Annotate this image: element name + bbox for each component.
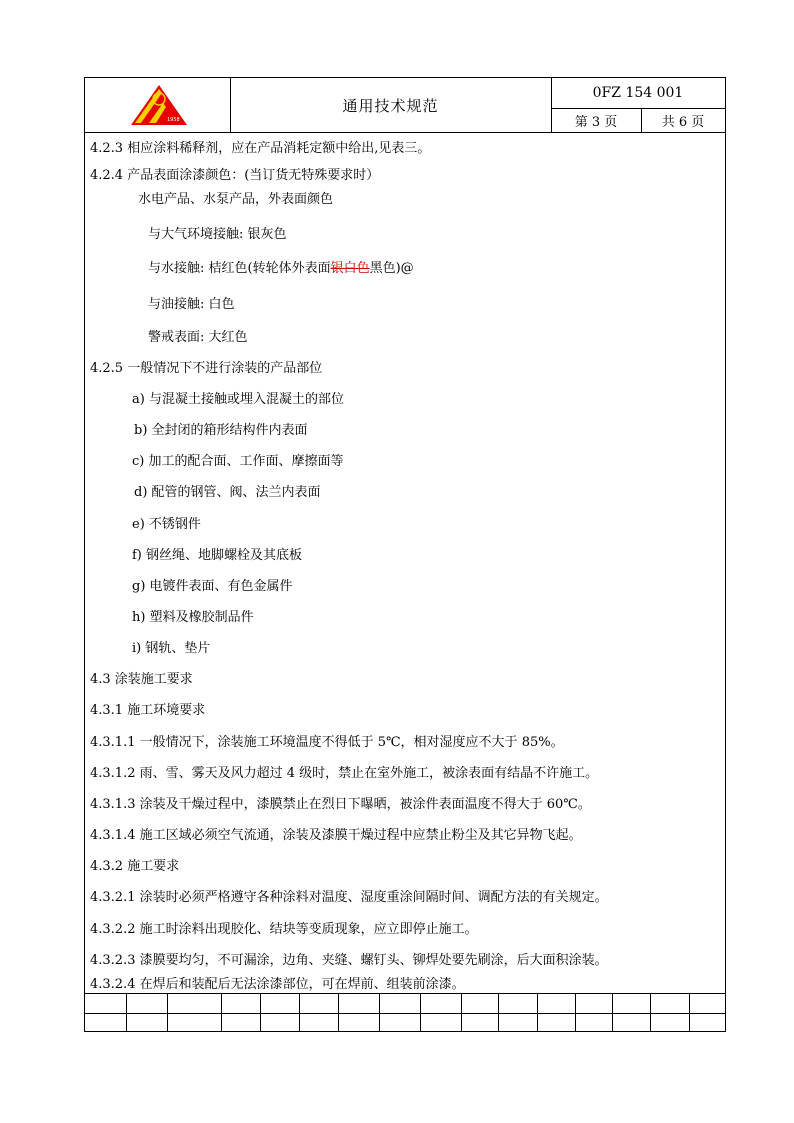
table-divider [338, 994, 339, 1032]
table-divider [260, 994, 261, 1032]
section-4-3: 4.3 涂装施工要求 [90, 672, 193, 687]
document-frame [84, 77, 726, 1032]
table-divider [650, 994, 651, 1032]
revision-row [85, 1013, 725, 1032]
section-4-3-1-4: 4.3.1.4 施工区域必须空气流通，涂装及漆膜干燥过程中应禁止粉尘及其它异物飞起。 [90, 828, 582, 843]
section-4-3-2-4: 4.3.2.4 在焊后和装配后无法涂漆部位，可在焊前、组装前涂漆。 [90, 977, 465, 992]
revision-table [85, 993, 725, 1032]
table-divider [126, 994, 127, 1032]
list-item-h: h) 塑料及橡胶制品件 [132, 610, 254, 625]
table-divider [575, 994, 576, 1032]
section-4-3-2-3: 4.3.2.3 漆膜要均匀，不可漏涂，边角、夹缝、螺钉头、铆焊处要先刷涂，后大面积涂装。 [90, 953, 608, 968]
table-divider [612, 994, 613, 1032]
paint-color-intro: 水电产品、水泵产品，外表面颜色 [138, 192, 334, 207]
list-item-c: c) 加工的配合面、工作面、摩擦面等 [132, 454, 344, 469]
list-item-g: g) 电镀件表面、有色金属件 [132, 579, 293, 594]
document-title: 通用技术规范 [230, 78, 552, 132]
list-item-e: e) 不锈钢件 [132, 517, 201, 532]
table-divider [299, 994, 300, 1032]
section-4-2-4: 4.2.4 产品表面涂漆颜色：(当订货无特殊要求时） [90, 168, 380, 183]
table-divider [498, 994, 499, 1032]
table-divider [167, 994, 168, 1032]
table-divider [221, 994, 222, 1032]
deleted-text: 银白色 [330, 261, 370, 276]
section-4-2-5: 4.2.5 一般情况下不进行涂装的产品部位 [90, 361, 323, 376]
logo-cell [85, 78, 231, 132]
color-water [148, 257, 414, 276]
table-divider [379, 994, 380, 1032]
list-item-a: a) 与混凝土接触或埋入混凝土的部位 [132, 392, 344, 407]
logo-year: 1958 [167, 117, 180, 123]
header-row [85, 78, 725, 133]
revision-row [85, 994, 725, 1014]
table-divider [689, 994, 690, 1032]
section-4-3-2: 4.3.2 施工要求 [90, 859, 180, 874]
page-total: 共 6 页 [661, 114, 705, 130]
table-divider [537, 994, 538, 1032]
company-logo-icon [129, 83, 189, 127]
page-number: 第 3 页 [551, 108, 642, 132]
section-4-3-1-3: 4.3.1.3 涂装及干燥过程中，漆膜禁止在烈日下曝晒，被涂件表面温度不得大于 60℃。 [90, 797, 591, 812]
section-4-2-3: 4.2.3 相应涂料稀释剂，应在产品消耗定额中给出,见表三。 [90, 141, 431, 156]
table-divider [420, 994, 421, 1032]
section-4-3-1: 4.3.1 施工环境要求 [90, 703, 206, 718]
section-4-3-1-2: 4.3.1.2 雨、雪、雾天及风力超过 4 级时，禁止在室外施工，被涂表面有结晶不许施工。 [90, 766, 599, 781]
list-item-f: f) 钢丝绳、地脚螺栓及其底板 [132, 548, 303, 563]
color-atmosphere: 与大气环境接触: 银灰色 [148, 227, 287, 242]
section-4-3-2-2: 4.3.2.2 施工时涂料出现胶化、结块等变质现象，应立即停止施工。 [90, 922, 478, 937]
color-warning: 警戒表面: 大红色 [148, 330, 248, 345]
list-item-d: d) 配管的钢管、阀、法兰内表面 [134, 485, 321, 500]
color-water-text-end: 黑色)@ [369, 261, 414, 276]
list-item-i: i) 钢轨、垫片 [132, 641, 211, 656]
table-divider [461, 994, 462, 1032]
color-oil: 与油接触: 白色 [148, 297, 235, 312]
document-code: 0FZ 154 001 [551, 78, 725, 109]
list-item-b: b) 全封闭的箱形结构件内表面 [134, 423, 308, 438]
section-4-3-2-1: 4.3.2.1 涂装时必须严格遵守各种涂料对温度、湿度重涂间隔时间、调配方法的有关规定。 [90, 890, 608, 905]
color-water-text: 与水接触: 桔红色(转轮体外表面 [148, 261, 331, 276]
section-4-3-1-1: 4.3.1.1 一般情况下，涂装施工环境温度不得低于 5℃，相对湿度应不大于 85%。 [90, 735, 564, 750]
